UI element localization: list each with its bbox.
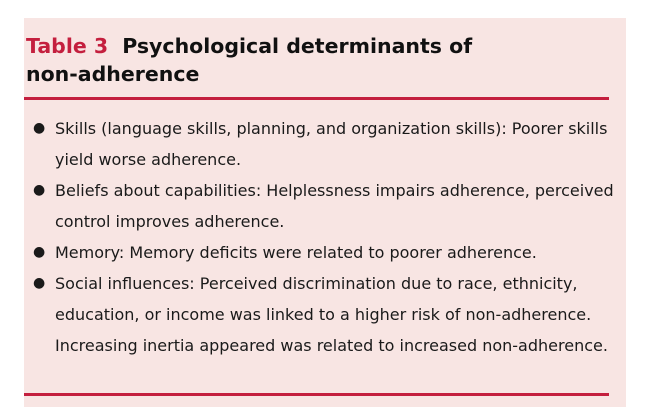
- list-item-skills: [24, 113, 614, 175]
- bullet-icon: ●: [33, 182, 46, 198]
- list-item-memory: [24, 237, 614, 268]
- bullet-icon: ●: [33, 120, 46, 136]
- list-item-text: Beliefs about capabilities: Helplessness impairs adherence, perceived control improves adherence.: [55, 181, 614, 231]
- list-item-text: Memory: Memory deficits were related to poorer adherence.: [55, 243, 537, 262]
- bullet-icon: ●: [33, 275, 46, 291]
- table-caption: [26, 32, 616, 88]
- top-rule: [24, 97, 609, 100]
- list-item-social: [24, 268, 614, 361]
- table-title-line1: Psychological determinants of: [122, 34, 473, 58]
- bottom-rule: [24, 393, 609, 396]
- bullet-icon: ●: [33, 244, 46, 260]
- determinants-list: [24, 113, 614, 361]
- table-title-line2: non-adherence: [26, 62, 200, 86]
- list-item-beliefs: [24, 175, 614, 237]
- table-label: Table 3: [26, 34, 109, 58]
- table-box: [24, 18, 626, 407]
- list-item-text: Social influences: Perceived discrimination due to race, ethnicity, education, or income was linked to a higher risk of non-adherence. Increasing inertia appeared was related to increased non-adherence.: [55, 274, 608, 355]
- list-item-text: Skills (language skills, planning, and organization skills): Poorer skills yield worse adherence.: [55, 119, 608, 169]
